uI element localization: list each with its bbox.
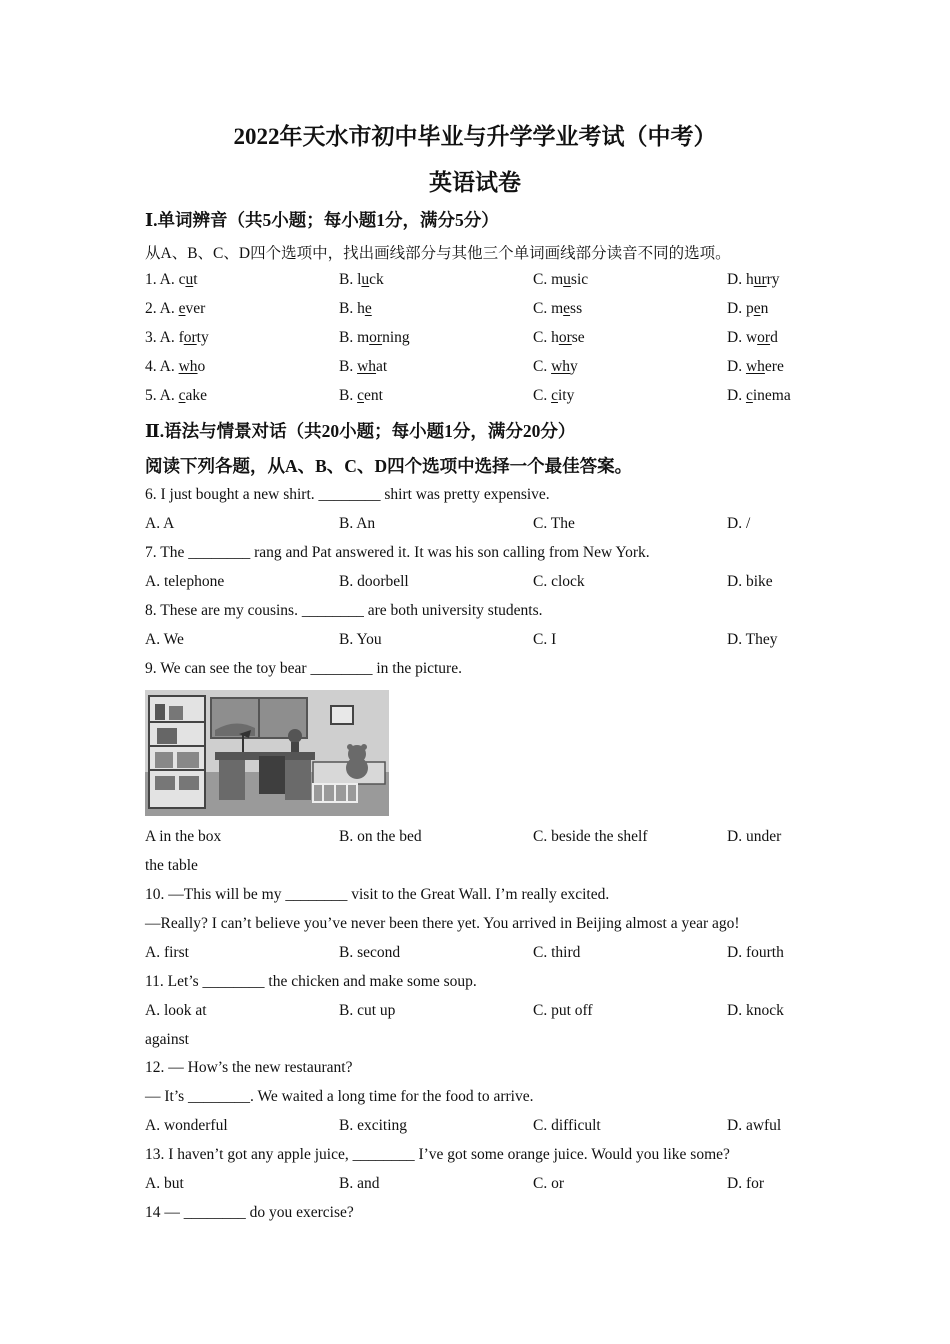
section1-heading: Ⅰ.单词辨音（共5小题；每小题1分，满分5分） [145, 210, 499, 230]
q6-option-a[interactable]: A. A [145, 515, 175, 532]
q13-option-d[interactable]: D. for [727, 1175, 765, 1192]
q6-stem: 6. I just bought a new shirt. ________ shirt was pretty expensive. [145, 486, 550, 503]
q8-option-a[interactable]: A. We [145, 631, 184, 648]
underlined-letters: wh [551, 358, 571, 375]
section2-heading: Ⅱ.语法与情景对话（共20小题；每小题1分，满分20分） [145, 421, 576, 441]
q10-stem: 10. —This will be my ________ visit to the Great Wall. I’m really excited. [145, 886, 610, 903]
q9-options [145, 828, 845, 850]
q12-options [145, 1117, 845, 1139]
underlined-letters: e [364, 300, 372, 317]
q2-option-c[interactable]: C. mess [533, 300, 583, 317]
section1-row [145, 329, 845, 351]
q4-option-d[interactable]: D. where [727, 358, 784, 375]
exam-subtitle: 英语试卷 [429, 170, 521, 195]
q12-stem: 12. — How’s the new restaurant? [145, 1059, 353, 1076]
q13-options [145, 1175, 845, 1197]
q3-option-d[interactable]: D. word [727, 329, 778, 346]
q13-option-b[interactable]: B. and [339, 1175, 380, 1192]
q6-option-b[interactable]: B. An [339, 515, 376, 532]
q3-option-c[interactable]: C. horse [533, 329, 585, 346]
q2-option-a[interactable]: 2. A. ever [145, 300, 206, 317]
q11-stem: 11. Let’s ________ the chicken and make some soup. [145, 973, 477, 990]
q5-option-b[interactable]: B. cent [339, 387, 383, 404]
q6-options [145, 515, 845, 537]
q1-option-a[interactable]: 1. A. cut [145, 271, 198, 288]
q8-stem: 8. These are my cousins. ________ are both university students. [145, 602, 543, 619]
q13-option-a[interactable]: A. but [145, 1175, 184, 1192]
q12-stem-2: — It’s ________. We waited a long time for the food to arrive. [145, 1088, 534, 1105]
underlined-letters: e [753, 300, 761, 317]
q4-option-a[interactable]: 4. A. who [145, 358, 206, 375]
underlined-letters: e [563, 300, 571, 317]
underlined-letters: c [178, 387, 186, 404]
q7-option-c[interactable]: C. clock [533, 573, 585, 590]
underlined-letters: u [185, 271, 194, 288]
exam-title: 2022年天水市初中毕业与升学学业考试（中考） [233, 124, 717, 149]
q9-stem: 9. We can see the toy bear ________ in the picture. [145, 660, 462, 677]
q9-option-a[interactable]: A in the box [145, 828, 222, 845]
underlined-letters: c [551, 387, 558, 404]
q10-option-d[interactable]: D. fourth [727, 944, 784, 961]
underlined-letters: wh [357, 358, 377, 375]
underlined-letters: wh [745, 358, 765, 375]
q1-option-c[interactable]: C. music [533, 271, 589, 288]
q10-option-a[interactable]: A. first [145, 944, 189, 961]
q2-option-d[interactable]: D. pen [727, 300, 769, 317]
q3-option-a[interactable]: 3. A. forty [145, 329, 209, 346]
q11-options [145, 1002, 845, 1024]
underlined-letters: or [183, 329, 197, 346]
q7-option-a[interactable]: A. telephone [145, 573, 225, 590]
q7-options [145, 573, 845, 595]
underlined-letters: ur [753, 271, 767, 288]
q4-option-c[interactable]: C. why [533, 358, 578, 375]
q9-option-d[interactable]: D. under [727, 828, 782, 845]
section1-instruction: 从A、B、C、D四个选项中，找出画线部分与其他三个单词画线部分读音不同的选项。 [145, 245, 731, 262]
q3-option-b[interactable]: B. morning [339, 329, 410, 346]
q1-option-b[interactable]: B. luck [339, 271, 384, 288]
q12-option-a[interactable]: A. wonderful [145, 1117, 228, 1134]
section1-row [145, 387, 845, 409]
q2-option-b[interactable]: B. he [339, 300, 372, 317]
q10-stem-2: —Really? I can’t believe you’ve never been there yet. You arrived in Beijing almost a year ago! [145, 915, 740, 932]
section1-row [145, 358, 845, 380]
section1-row [145, 271, 845, 293]
q12-option-d[interactable]: D. awful [727, 1117, 782, 1134]
q14-stem: 14 — ________ do you exercise? [145, 1204, 354, 1221]
room-picture [145, 690, 389, 816]
underlined-letters: or [558, 329, 572, 346]
q10-option-b[interactable]: B. second [339, 944, 401, 961]
underlined-letters: e [178, 300, 186, 317]
q1-option-d[interactable]: D. hurry [727, 271, 780, 288]
q8-options [145, 631, 845, 653]
q12-option-b[interactable]: B. exciting [339, 1117, 408, 1134]
q8-option-c[interactable]: C. I [533, 631, 557, 648]
q5-option-a[interactable]: 5. A. cake [145, 387, 207, 404]
q6-option-c[interactable]: C. The [533, 515, 575, 532]
q8-option-b[interactable]: B. You [339, 631, 382, 648]
q5-option-c[interactable]: C. city [533, 387, 575, 404]
underlined-letters: u [563, 271, 571, 288]
underlined-letters: or [369, 329, 383, 346]
q11-option-b[interactable]: B. cut up [339, 1002, 396, 1019]
q12-option-c[interactable]: C. difficult [533, 1117, 601, 1134]
q10-option-c[interactable]: C. third [533, 944, 581, 961]
q7-option-b[interactable]: B. doorbell [339, 573, 409, 590]
section2-instruction: 阅读下列各题，从A、B、C、D四个选项中选择一个最佳答案。 [145, 456, 633, 476]
underlined-letters: or [757, 329, 771, 346]
q6-option-d[interactable]: D. / [727, 515, 751, 532]
q9-option-c[interactable]: C. beside the shelf [533, 828, 648, 845]
q11-option-c[interactable]: C. put off [533, 1002, 593, 1019]
underlined-letters: c [745, 387, 753, 404]
q9-option-d-continued: the table [145, 857, 198, 874]
q7-option-d[interactable]: D. bike [727, 573, 773, 590]
q10-options [145, 944, 845, 966]
underlined-letters: c [357, 387, 364, 404]
q11-option-d[interactable]: D. knock [727, 1002, 784, 1019]
q9-option-b[interactable]: B. on the bed [339, 828, 422, 845]
underlined-letters: wh [178, 358, 198, 375]
q13-option-c[interactable]: C. or [533, 1175, 564, 1192]
q13-stem: 13. I haven’t got any apple juice, ________ I’ve got some orange juice. Would you like some? [145, 1146, 730, 1163]
q11-option-a[interactable]: A. look at [145, 1002, 207, 1019]
q4-option-b[interactable]: B. what [339, 358, 388, 375]
q7-stem: 7. The ________ rang and Pat answered it. It was his son calling from New York. [145, 544, 650, 561]
q5-option-d[interactable]: D. cinema [727, 387, 791, 404]
q11-option-d-continued: against [145, 1031, 189, 1048]
section1-row [145, 300, 845, 322]
underlined-letters: u [361, 271, 370, 288]
q8-option-d[interactable]: D. They [727, 631, 778, 648]
